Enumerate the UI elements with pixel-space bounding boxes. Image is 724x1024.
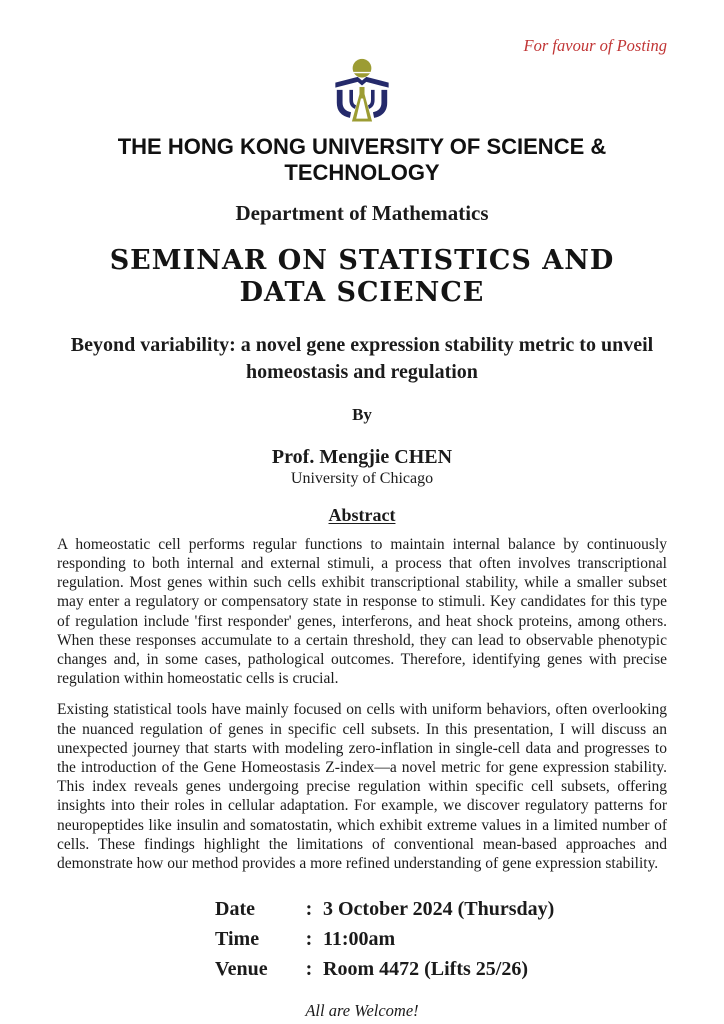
seminar-series-line2: DATA SCIENCE <box>239 277 485 309</box>
speaker-name: Prof. Mengjie CHEN <box>271 445 453 468</box>
department-name: Department of Mathematics <box>235 201 489 225</box>
venue-colon: : <box>305 958 313 981</box>
date-label: Date <box>215 898 255 921</box>
university-name: THE HONG KONG UNIVERSITY OF SCIENCE & TECHNOLOGY <box>117 134 607 185</box>
event-detail-venue <box>215 954 667 984</box>
abstract-paragraph-2: Existing statistical tools have mainly focused on cells with uniform behaviors, often overlooking the nuanced regulation of genes in specific cell subsets. In this presentation, I will discuss an unexpected journey that starts with modeling zero-inflation in single-cell data and progresses to the introduction of the Gene Homeostasis Z-index—a novel metric for gene expression stability. This index reveals genes undergoing precise regulation within specific cell subsets, offering insights into their roles in cellular adaptation. For example, we discover regulatory patterns for neuropeptides like insulin and somatostatin, which exhibit extreme values in a limited number of cells. These findings highlight the limitations of conventional mean-based approaches and demonstrate how our method provides a more refined understanding of gene expression stability. <box>57 701 667 873</box>
time-value: 11:00am <box>323 928 396 951</box>
posting-note: For favour of Posting <box>523 36 667 55</box>
event-detail-date <box>215 894 667 924</box>
seminar-series-line1: SEMINAR ON STATISTICS AND <box>109 245 615 276</box>
venue-value: Room 4472 (Lifts 25/26) <box>323 958 528 981</box>
time-colon: : <box>305 928 313 951</box>
closing-note: All are Welcome! <box>305 1001 419 1021</box>
seminar-series-title <box>57 245 667 310</box>
date-value: 3 October 2024 (Thursday) <box>323 898 555 921</box>
by-label: By <box>352 404 372 424</box>
abstract-heading: Abstract <box>328 504 396 525</box>
university-logo <box>57 58 667 128</box>
date-colon: : <box>305 898 313 921</box>
abstract-paragraph-1: A homeostatic cell performs regular functions to maintain internal balance by continuously responding to both internal and external stimuli, a process that often involves transcriptional regulation. Most genes within such cells exhibit transcriptional stability, while a smaller subset may enter a regulatory or compensatory state in response to stimuli. Key candidates for this type of regulation include 'first responder' genes, interferons, and heat shock proteins, among others. When these responses accumulate to a certain threshold, they can lead to observable phenotypic changes and, in some cases, pathological outcomes. Therefore, identifying genes with precise regulation within homeostatic cells is crucial. <box>57 535 667 688</box>
speaker-affiliation: University of Chicago <box>290 469 434 487</box>
talk-title: Beyond variability: a novel gene expression stability metric to unveil homeostasis and regulation <box>70 333 654 383</box>
hkust-logo-icon <box>326 58 398 126</box>
event-details <box>215 894 667 984</box>
time-label: Time <box>215 928 260 951</box>
venue-label: Venue <box>215 958 268 981</box>
event-detail-time <box>215 924 667 954</box>
